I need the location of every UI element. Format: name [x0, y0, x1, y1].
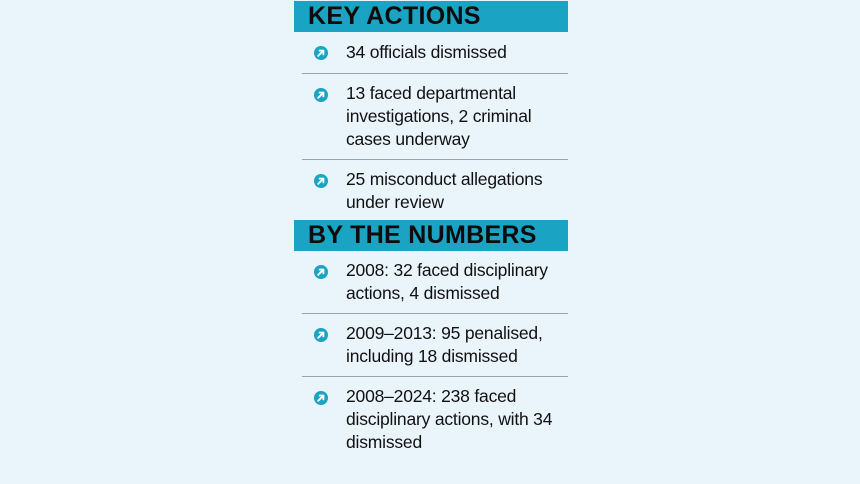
arrow-bullet-icon: [314, 391, 328, 405]
key-action-text: 34 officials dismissed: [346, 42, 507, 62]
numbers-item: [294, 251, 568, 313]
key-action-item: [294, 160, 568, 220]
key-action-item: [294, 74, 568, 159]
info-panel: [294, 0, 568, 460]
key-action-item: [294, 32, 568, 73]
by-the-numbers-header: BY THE NUMBERS: [294, 220, 568, 251]
arrow-bullet-icon: [314, 88, 328, 102]
numbers-item: [294, 314, 568, 376]
key-actions-header: KEY ACTIONS: [294, 1, 568, 32]
arrow-bullet-icon: [314, 265, 328, 279]
numbers-item: [294, 377, 568, 460]
numbers-text: 2008: 32 faced disciplinary actions, 4 dismissed: [346, 260, 548, 303]
numbers-text: 2008–2024: 238 faced disciplinary actions, with 34 dismissed: [346, 386, 553, 452]
arrow-bullet-icon: [314, 328, 328, 342]
arrow-bullet-icon: [314, 174, 328, 188]
arrow-bullet-icon: [314, 46, 328, 60]
numbers-text: 2009–2013: 95 penalised, including 18 dismissed: [346, 323, 543, 366]
key-action-text: 25 misconduct allegations under review: [346, 169, 543, 212]
key-action-text: 13 faced departmental investigations, 2 criminal cases underway: [346, 83, 532, 149]
